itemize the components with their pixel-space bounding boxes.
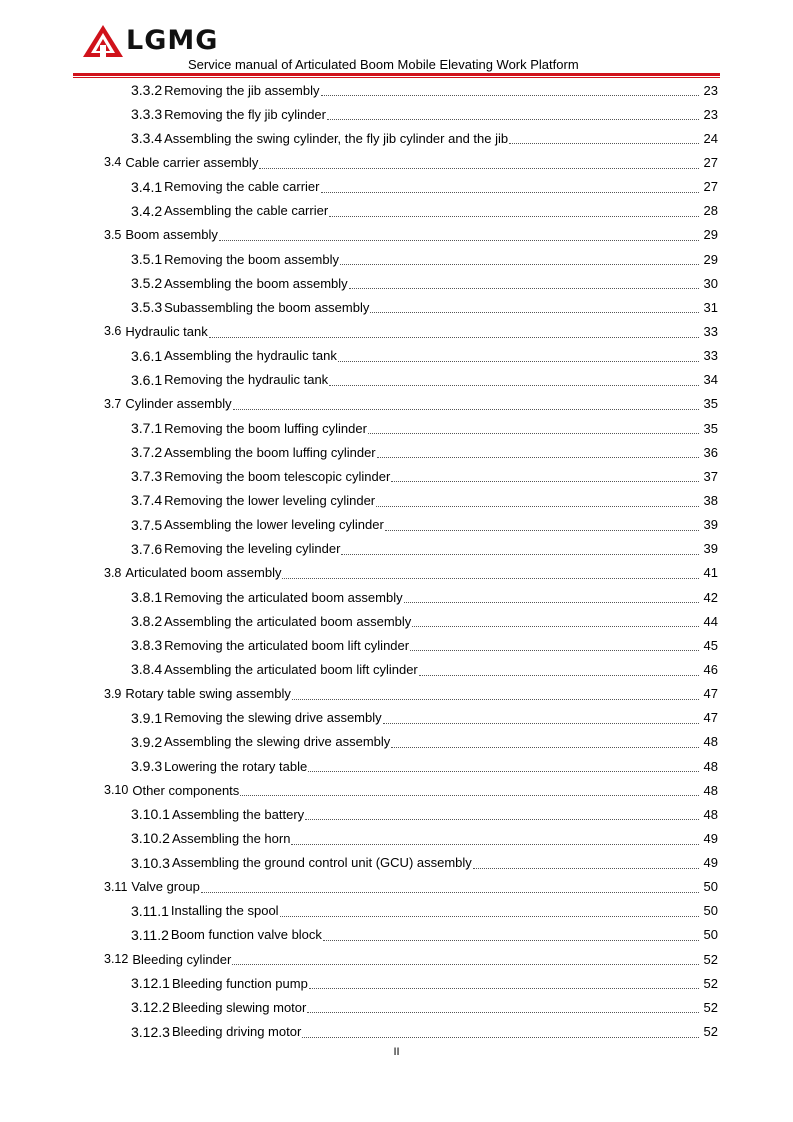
toc-entry[interactable] — [104, 150, 718, 174]
toc-entry-number: 3.8 — [104, 565, 122, 580]
toc-entry[interactable] — [104, 947, 718, 971]
toc-entry-page: 29 — [703, 251, 718, 267]
toc-entry-page: 48 — [703, 758, 718, 774]
toc-entry-number: 3.5.2 — [131, 275, 163, 292]
toc-entry-page: 24 — [703, 130, 718, 146]
toc-entry-number: 3.11.2 — [131, 926, 169, 943]
toc-entry-number: 3.3.4 — [131, 130, 163, 147]
toc-entry[interactable] — [104, 561, 718, 585]
toc-dot-leader — [259, 167, 699, 169]
toc-entry-page: 27 — [703, 154, 718, 170]
toc-entry[interactable] — [104, 271, 718, 295]
toc-dot-leader — [410, 649, 699, 651]
toc-entry[interactable] — [104, 464, 718, 488]
toc-entry-number: 3.6.1 — [131, 371, 163, 388]
manual-subtitle: Service manual of Articulated Boom Mobile Elevating Work Platform — [188, 57, 579, 72]
toc-dot-leader — [509, 142, 699, 144]
toc-entry[interactable] — [104, 923, 718, 947]
toc-dot-leader — [338, 360, 699, 362]
toc-dot-leader — [404, 601, 699, 603]
toc-entry[interactable] — [104, 633, 718, 657]
toc-entry-title: Hydraulic tank — [125, 323, 208, 339]
toc-entry-title: Boom function valve block — [170, 927, 322, 943]
toc-entry[interactable] — [104, 78, 718, 102]
toc-entry[interactable] — [104, 657, 718, 681]
toc-entry-number: 3.8.1 — [131, 589, 163, 606]
toc-entry[interactable] — [104, 368, 718, 392]
toc-entry-page: 52 — [703, 999, 718, 1015]
toc-entry-page: 44 — [703, 613, 718, 629]
toc-entry-page: 48 — [703, 806, 718, 822]
toc-dot-leader — [419, 674, 699, 676]
toc-entry-page: 23 — [703, 82, 718, 98]
toc-dot-leader — [321, 191, 700, 193]
toc-entry-page: 50 — [703, 879, 718, 895]
toc-entry-title: Assembling the articulated boom assembly — [164, 613, 412, 629]
toc-entry[interactable] — [104, 247, 718, 271]
toc-entry-number: 3.12.3 — [131, 1023, 170, 1040]
toc-dot-leader — [233, 408, 699, 410]
toc-entry-page: 31 — [703, 299, 718, 315]
toc-entry-number: 3.7.5 — [131, 516, 163, 533]
toc-entry[interactable] — [104, 730, 718, 754]
toc-dot-leader — [308, 770, 699, 772]
lgmg-logo — [82, 24, 232, 58]
toc-entry-number: 3.10 — [104, 783, 129, 798]
toc-entry-title: Assembling the swing cylinder, the fly jib cylinder and the jib — [164, 130, 509, 146]
toc-entry-title: Removing the slewing drive assembly — [164, 710, 382, 726]
toc-entry-title: Removing the boom telescopic cylinder — [164, 468, 391, 484]
toc-entry[interactable] — [104, 392, 718, 416]
toc-entry-number: 3.4.1 — [131, 178, 163, 195]
toc-entry-page: 48 — [703, 734, 718, 750]
toc-entry-number: 3.8.4 — [131, 661, 163, 678]
toc-dot-leader — [309, 987, 699, 989]
toc-entry-number: 3.7.1 — [131, 420, 163, 437]
toc-dot-leader — [201, 891, 699, 893]
toc-entry-title: Rotary table swing assembly — [125, 686, 291, 702]
toc-entry[interactable] — [104, 416, 718, 440]
toc-entry-number: 3.7.6 — [131, 540, 163, 557]
toc-entry-page: 46 — [703, 661, 718, 677]
toc-entry-number: 3.10.3 — [131, 854, 170, 871]
toc-entry-title: Cylinder assembly — [125, 396, 232, 412]
toc-entry[interactable] — [104, 802, 718, 826]
toc-entry-title: Removing the lower leveling cylinder — [164, 492, 376, 508]
toc-entry-page: 45 — [703, 637, 718, 653]
toc-dot-leader — [302, 1036, 699, 1038]
toc-entry-number: 3.6 — [104, 324, 122, 339]
toc-dot-leader — [280, 915, 699, 917]
toc-entry[interactable] — [104, 706, 718, 730]
toc-entry-page: 35 — [703, 396, 718, 412]
toc-dot-leader — [341, 553, 699, 555]
toc-entry[interactable] — [104, 295, 718, 319]
toc-entry-title: Valve group — [131, 879, 200, 895]
toc-entry-title: Removing the boom luffing cylinder — [164, 420, 367, 436]
toc-entry-title: Bleeding driving motor — [171, 1024, 302, 1040]
toc-entry-title: Installing the spool — [170, 903, 279, 919]
toc-entry[interactable] — [104, 513, 718, 537]
toc-entry-page: 47 — [703, 686, 718, 702]
toc-entry-number: 3.12.2 — [131, 999, 170, 1016]
toc-entry-title: Removing the leveling cylinder — [164, 541, 341, 557]
toc-entry-page: 41 — [703, 565, 718, 581]
toc-dot-leader — [383, 722, 699, 724]
toc-dot-leader — [291, 843, 699, 845]
toc-entry[interactable] — [104, 585, 718, 609]
toc-entry-page: 29 — [703, 227, 718, 243]
toc-entry-title: Assembling the slewing drive assembly — [164, 734, 391, 750]
toc-entry-number: 3.4 — [104, 155, 122, 170]
toc-entry-title: Subassembling the boom assembly — [164, 299, 370, 315]
toc-entry-page: 42 — [703, 589, 718, 605]
page-header — [0, 0, 793, 80]
toc-entry-number: 3.6.1 — [131, 347, 163, 364]
toc-entry-number: 3.10.2 — [131, 830, 170, 847]
toc-entry[interactable] — [104, 1019, 718, 1043]
toc-dot-leader — [292, 698, 699, 700]
toc-entry[interactable] — [104, 778, 718, 802]
toc-entry-number: 3.7.4 — [131, 492, 163, 509]
toc-entry-page: 23 — [703, 106, 718, 122]
toc-entry-number: 3.9.2 — [131, 733, 163, 750]
toc-entry-number: 3.4.2 — [131, 202, 163, 219]
toc-entry-number: 3.8.2 — [131, 613, 163, 630]
toc-entry-number: 3.5.3 — [131, 299, 163, 316]
toc-entry-page: 52 — [703, 1024, 718, 1040]
toc-entry-page: 50 — [703, 927, 718, 943]
toc-entry-title: Assembling the horn — [171, 830, 291, 846]
logo-wordmark: LGMG — [126, 25, 219, 56]
toc-dot-leader — [307, 1011, 699, 1013]
toc-entry-page: 39 — [703, 517, 718, 533]
toc-entry-page: 39 — [703, 541, 718, 557]
toc-entry-page: 49 — [703, 830, 718, 846]
toc-entry-title: Lowering the rotary table — [164, 758, 308, 774]
toc-entry[interactable] — [104, 899, 718, 923]
toc-dot-leader — [327, 118, 699, 120]
toc-entry-title: Removing the articulated boom lift cylinder — [164, 637, 410, 653]
toc-entry[interactable] — [104, 175, 718, 199]
toc-entry[interactable] — [104, 995, 718, 1019]
toc-dot-leader — [412, 625, 699, 627]
toc-dot-leader — [370, 311, 699, 313]
toc-entry[interactable] — [104, 609, 718, 633]
toc-entry-title: Boom assembly — [125, 227, 218, 243]
toc-entry[interactable] — [104, 537, 718, 561]
toc-entry-page: 33 — [703, 323, 718, 339]
toc-entry-page: 50 — [703, 903, 718, 919]
toc-entry-number: 3.10.1 — [131, 806, 170, 823]
toc-dot-leader — [385, 529, 699, 531]
toc-entry-title: Assembling the boom luffing cylinder — [164, 444, 376, 460]
toc-entry-title: Assembling the hydraulic tank — [164, 348, 337, 364]
toc-dot-leader — [321, 94, 700, 96]
toc-entry-number: 3.7 — [104, 396, 122, 411]
toc-entry-title: Assembling the battery — [171, 806, 305, 822]
toc-entry-title: Assembling the ground control unit (GCU) assembly — [171, 855, 472, 871]
toc-entry-number: 3.7.3 — [131, 468, 163, 485]
toc-entry-title: Assembling the lower leveling cylinder — [164, 517, 384, 533]
toc-entry[interactable] — [104, 126, 718, 150]
toc-dot-leader — [377, 456, 699, 458]
toc-entry-title: Cable carrier assembly — [125, 154, 259, 170]
toc-dot-leader — [232, 963, 699, 965]
toc-entry-page: 27 — [703, 179, 718, 195]
toc-entry-page: 52 — [703, 975, 718, 991]
toc-entry-page: 38 — [703, 492, 718, 508]
toc-dot-leader — [240, 794, 699, 796]
toc-entry-page: 35 — [703, 420, 718, 436]
toc-dot-leader — [391, 746, 699, 748]
toc-entry-title: Bleeding slewing motor — [171, 999, 307, 1015]
toc-dot-leader — [376, 505, 699, 507]
toc-entry[interactable] — [104, 875, 718, 899]
toc-dot-leader — [349, 287, 699, 289]
toc-entry-title: Removing the boom assembly — [164, 251, 339, 267]
toc-entry[interactable] — [104, 199, 718, 223]
toc-entry-title: Removing the jib assembly — [164, 82, 320, 98]
toc-entry-title: Removing the fly jib cylinder — [164, 106, 326, 122]
toc-entry-number: 3.9 — [104, 686, 122, 701]
toc-dot-leader — [282, 577, 699, 579]
toc-entry-page: 52 — [703, 951, 718, 967]
toc-dot-leader — [209, 336, 699, 338]
page-number: II — [393, 1046, 400, 1058]
toc-dot-leader — [323, 939, 699, 941]
toc-entry-title: Assembling the articulated boom lift cylinder — [164, 661, 418, 677]
toc-entry-page: 28 — [703, 203, 718, 219]
triangle-logo-icon — [82, 24, 124, 58]
toc-entry-number: 3.9.3 — [131, 758, 163, 774]
toc-entry[interactable] — [104, 440, 718, 464]
toc-entry-title: Assembling the cable carrier — [164, 203, 329, 219]
toc-dot-leader — [219, 239, 699, 241]
toc-entry-page: 36 — [703, 444, 718, 460]
toc-entry-page: 30 — [703, 275, 718, 291]
toc-dot-leader — [340, 263, 699, 265]
toc-entry-number: 3.11 — [104, 879, 128, 894]
toc-entry-number: 3.9.1 — [131, 709, 163, 726]
toc-entry-page: 37 — [703, 468, 718, 484]
toc-dot-leader — [305, 818, 699, 820]
toc-entry[interactable] — [104, 223, 718, 247]
toc-dot-leader — [391, 480, 699, 482]
toc-entry-title: Other components — [132, 782, 240, 798]
toc-entry-title: Assembling the boom assembly — [164, 275, 348, 291]
toc-entry-number: 3.3.3 — [131, 106, 163, 123]
toc-entry[interactable] — [104, 319, 718, 343]
toc-entry-page: 34 — [703, 372, 718, 388]
toc-entry-page: 49 — [703, 855, 718, 871]
toc-entry-title: Bleeding function pump — [171, 975, 308, 991]
toc-entry[interactable] — [104, 851, 718, 875]
toc-entry-title: Removing the cable carrier — [164, 179, 320, 195]
toc-entry-number: 3.11.1 — [131, 902, 169, 919]
toc-entry-number: 3.3.2 — [131, 82, 163, 99]
toc-dot-leader — [368, 432, 699, 434]
toc-entry[interactable] — [104, 754, 718, 778]
table-of-contents — [104, 78, 718, 1044]
toc-entry-title: Bleeding cylinder — [132, 951, 232, 967]
toc-dot-leader — [329, 215, 699, 217]
toc-entry-title: Removing the articulated boom assembly — [164, 589, 403, 605]
toc-entry[interactable] — [104, 344, 718, 368]
toc-entry-title: Removing the hydraulic tank — [164, 372, 329, 388]
toc-dot-leader — [329, 384, 699, 386]
toc-entry-page: 33 — [703, 348, 718, 364]
toc-entry-number: 3.8.3 — [131, 637, 163, 654]
toc-entry-title: Articulated boom assembly — [125, 565, 282, 581]
toc-entry[interactable] — [104, 488, 718, 512]
toc-entry-number: 3.12 — [104, 952, 129, 967]
toc-entry[interactable] — [104, 826, 718, 850]
toc-entry-number: 3.12.1 — [131, 975, 170, 992]
toc-dot-leader — [473, 867, 699, 869]
toc-entry-page: 47 — [703, 710, 718, 726]
toc-entry-number: 3.5 — [104, 227, 122, 242]
toc-entry-number: 3.5.1 — [131, 251, 163, 268]
toc-entry-page: 48 — [703, 782, 718, 798]
toc-entry-number: 3.7.2 — [131, 444, 163, 461]
toc-entry[interactable] — [104, 971, 718, 995]
header-rule — [73, 73, 720, 76]
toc-entry[interactable] — [104, 102, 718, 126]
toc-entry[interactable] — [104, 682, 718, 706]
